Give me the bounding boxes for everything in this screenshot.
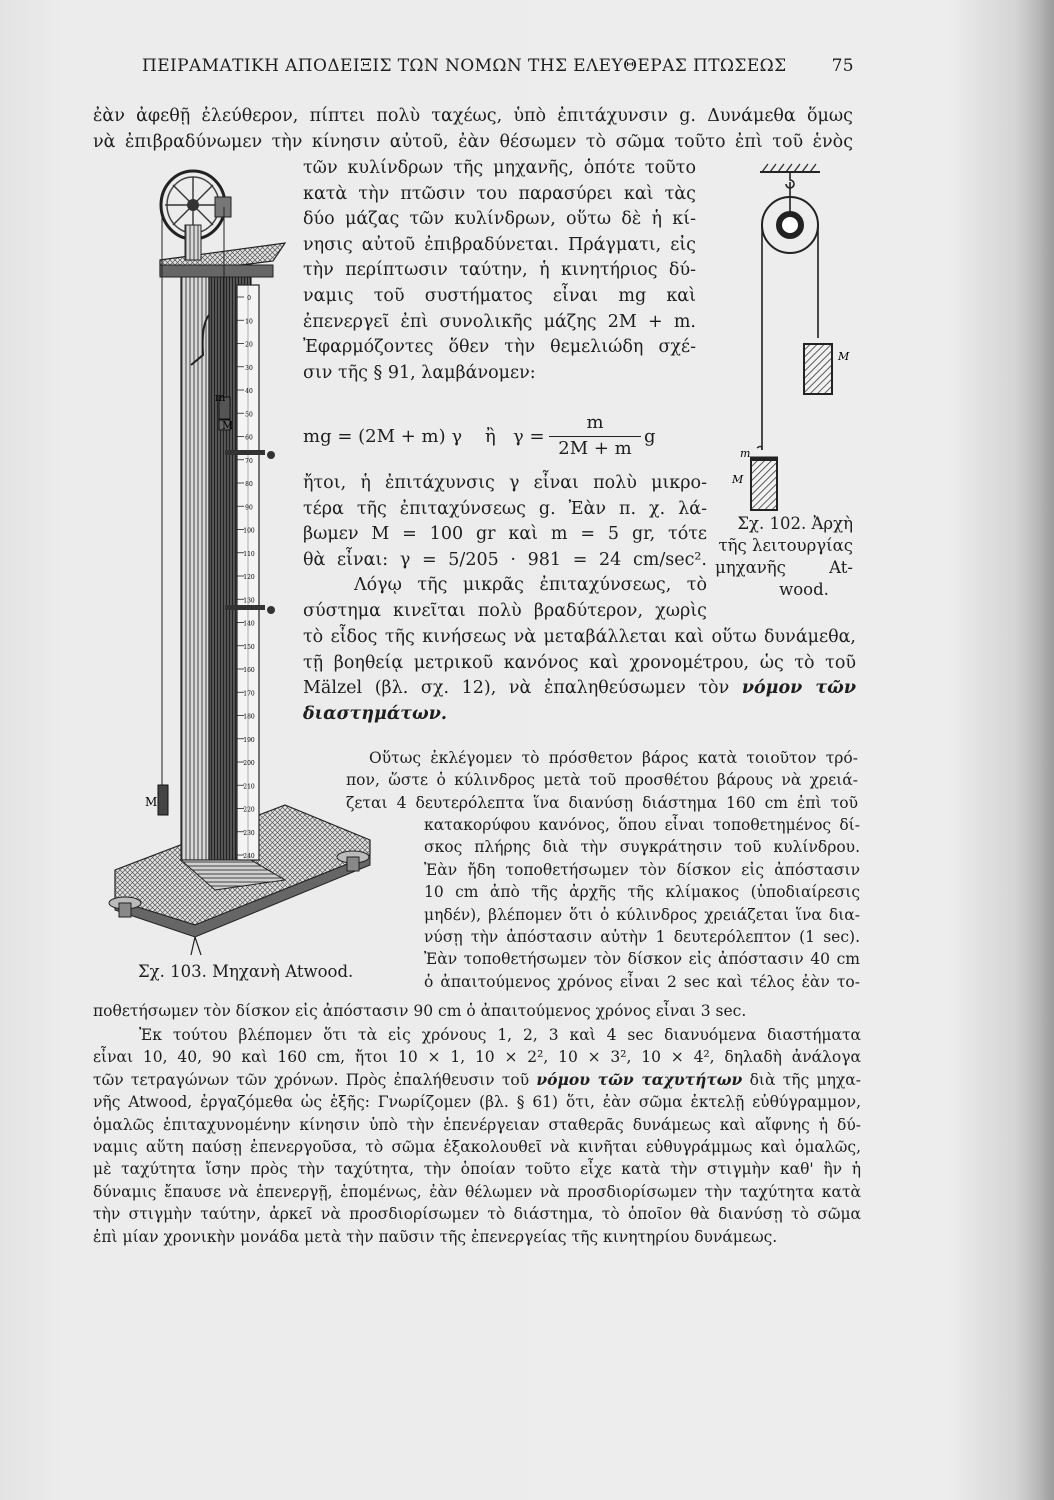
text-line: ποθετήσωμεν τὸν δίσκον εἰς ἀπόστασιν 90 cm ὁ ἀπαιτούμενος χρόνος εἶναι 3 sec. xyxy=(93,1002,747,1020)
text-line: πον, ὥστε ὁ κύλινδρος μετὰ τοῦ προσθέτου βάρους νὰ χρειά- xyxy=(346,771,858,790)
label-M-right: M xyxy=(222,419,234,432)
text-line: σιν τῆς § 91, λαμβάνομεν: xyxy=(303,362,536,383)
scale-number: 20 xyxy=(245,341,253,349)
text-line: κατακορύφου κανόνος, ὅπου εἶναι τοποθετημένος δί- xyxy=(424,816,860,834)
clamp-screw xyxy=(267,606,275,614)
equation-lhs: mg = (2M + m) γ xyxy=(303,426,463,447)
label-m-small: m xyxy=(740,447,751,460)
text-line: νὰ ἐπιβραδύνωμεν τὴν κίνησιν αὐτοῦ, ἐὰν θέσωμεν τὸ σῶμα τοῦτο ἐπὶ τοῦ ἑνὸς xyxy=(93,131,853,152)
text-line: ἤτοι, ἡ ἐπιτάχυνσις γ εἶναι πολὺ μικρο- xyxy=(303,473,707,493)
text-line: δύναμις ἔπαυσε νὰ ἐπενεργῇ, ἑπομένως, ἐὰν θέλωμεν νὰ προσδιορίσωμεν τὴν ταχύτητα κατὰ xyxy=(93,1182,861,1201)
text-run: τῶν τετραγώνων τῶν χρόνων. Πρὸς ἐπαλήθευσιν τοῦ xyxy=(93,1070,530,1089)
mass-M-left xyxy=(751,460,777,510)
text-line: ἐπὶ μίαν χρονικὴν μονάδα μετὰ τὴν παῦσιν τῆς ἐπενεργείας τῆς κινητηρίου δυνάμεως. xyxy=(93,1227,778,1246)
text-line: Οὕτως ἐκλέγομεν τὸ πρόσθετον βάρος κατὰ τοιοῦτον τρό- xyxy=(369,749,858,767)
equation-denominator: 2M + m xyxy=(558,438,632,459)
text-line: ναμις τοῦ συστήματος εἶναι mg καὶ xyxy=(303,285,696,306)
scale-number: 110 xyxy=(243,550,255,558)
equation-or: ἢ xyxy=(485,426,496,447)
text-line: τέρα τῆς ἐπιταχύνσεως g. Ἐὰν π. χ. λά- xyxy=(303,498,707,519)
law-of-distances-term: νόμον τῶν xyxy=(741,678,856,699)
text-line: εἶναι 10, 40, 90 καὶ 160 cm, ἤτοι 10 × 1, 10 × 2², 10 × 3², 10 × 4², δηλαδὴ ἀνάλογα xyxy=(93,1048,861,1067)
scale-number: 40 xyxy=(245,388,253,395)
caption-line: wood. xyxy=(779,580,829,599)
pulley-wheel-large xyxy=(161,171,231,260)
figure-102-caption xyxy=(715,513,853,601)
weight-M-left xyxy=(158,785,168,815)
scale-number: 70 xyxy=(245,457,253,465)
caption-line: μηχανῆς At- xyxy=(715,558,853,577)
scale-number: 30 xyxy=(245,364,253,372)
scale-number: 0 xyxy=(247,295,251,302)
text-run: διὰ τῆς μηχα- xyxy=(749,1070,861,1089)
small-paragraph-upper xyxy=(346,747,858,814)
running-title: ΠΕΙΡΑΜΑΤΙΚΗ ΑΠΟΔΕΙΞΙΣ ΤΩΝ ΝΟΜΩΝ ΤΗΣ ΕΛΕΥΘΕΡΑΣ ΠΤΩΣΕΩΣ xyxy=(142,56,787,76)
equation-g: g xyxy=(644,426,656,447)
text-line: ναμις αὕτη παύσῃ ἐπενεργοῦσα, τὸ σῶμα ἐξακολουθεῖ νὰ κινῆται εὐθυγράμμως καὶ ὁμαλῶς, xyxy=(93,1138,861,1157)
text-line: Λόγῳ τῆς μικρᾶς ἐπιταχύνσεως, τὸ xyxy=(354,575,707,596)
scale-number: 150 xyxy=(243,643,255,651)
text-line: νῆς Atwood, ἐργαζόμεθα ὡς ἑξῆς: Γνωρίζομεν (βλ. § 61) ὅτι, ἐὰν σῶμα ἐκτελῇ εὐθύγραμμον, xyxy=(93,1093,861,1112)
ceiling-support xyxy=(760,164,820,172)
law-of-velocities-term: νόμου τῶν ταχυτήτων xyxy=(536,1069,743,1089)
last-paragraph xyxy=(93,1024,861,1248)
text-line: τῇ βοηθείᾳ μετρικοῦ κανόνος καὶ χρονομέτρου, ὡς τὸ τοῦ xyxy=(303,652,856,673)
scale-number: 220 xyxy=(243,806,255,814)
text-line: 10 cm ἀπὸ τῆς ἀρχῆς τῆς κλίμακος (ὑποδιαίρεσις xyxy=(424,883,860,902)
text-line: Ἐφαρμόζοντες ὅθεν τὴν θεμελιώδη σχέ- xyxy=(303,337,696,358)
scale-number: 120 xyxy=(243,574,255,581)
scale-number: 140 xyxy=(243,620,255,628)
wide-text xyxy=(303,625,856,727)
scale-number: 200 xyxy=(243,760,255,767)
figure-103-caption: Σχ. 103. Μηχανὴ Atwood. xyxy=(138,962,354,981)
scale-number: 80 xyxy=(245,481,253,488)
text-line xyxy=(93,1069,861,1091)
small-paragraph-full xyxy=(93,1000,805,1022)
scale-number: 180 xyxy=(243,713,255,721)
machine-pillar xyxy=(181,260,285,890)
text-line: μὲ ταχύτητα ἴσην πρὸς τὴν ταχύτητα, τὴν ὁποίαν τοῦτο εἶχε κατὰ τὴν στιγμὴν καθ' ἣν ἡ xyxy=(93,1160,861,1179)
caption-line: Σχ. 102. Ἀρχὴ xyxy=(737,514,853,533)
text-line xyxy=(303,676,856,702)
scale-number: 210 xyxy=(243,783,255,791)
text-line: ζεται 4 δευτερόλεπτα ἵνα διανύσῃ διάστημα 160 cm ἐπὶ τοῦ xyxy=(346,793,858,812)
label-m: m xyxy=(215,391,226,404)
scale-number: 10 xyxy=(245,318,253,326)
ring-platform xyxy=(225,450,265,455)
top-paragraph xyxy=(93,104,853,155)
text-line: σκος πλήρης διὰ τὴν συγκράτησιν τοῦ κυλίνδρου. xyxy=(424,838,860,857)
caption-line: τῆς λειτουργίας xyxy=(718,536,853,555)
text-line: τὸ εἶδος τῆς κινήσεως νὰ μεταβάλλεται καὶ οὕτω δυνάμεθα, xyxy=(303,627,856,647)
page-edge-shadow xyxy=(1014,0,1054,1500)
machine-top-platform xyxy=(160,243,285,277)
text-line: δύο μάζας τῶν κυλίνδρων, οὕτω δὲ ἡ κί- xyxy=(303,209,696,230)
text-line: ὁμαλῶς ἐπιταχυνομένην κίνησιν ὑπὸ τὴν ἐπενέργειαν σταθερᾶς δυνάμεως καὶ αἴφνης ἡ δύ- xyxy=(93,1115,861,1134)
scale-number: 100 xyxy=(243,527,255,535)
equation-gamma: γ = xyxy=(513,426,545,447)
label-M-left: M xyxy=(145,795,158,809)
disk-platform xyxy=(225,605,265,610)
text-line: νησις αὐτοῦ ἐπιβραδύνεται. Πράγματι, εἰς xyxy=(303,234,696,255)
text-line: βωμεν M = 100 gr καὶ m = 5 gr, τότε xyxy=(303,524,707,545)
law-of-distances-term-end: διαστημάτων. xyxy=(303,703,447,724)
scale-number: 130 xyxy=(243,597,255,605)
mass-M-right xyxy=(804,344,832,394)
scale-number: 60 xyxy=(245,434,253,442)
text-line: ἐὰν ἀφεθῇ ἐλεύθερον, πίπτει πολὺ ταχέως, ὑπὸ ἐπιτάχυνσιν g. Δυνάμεθα ὅμως xyxy=(93,106,853,126)
scale-number: 160 xyxy=(243,667,255,674)
text-run: Mälzel (βλ. σχ. 12), νὰ ἐπαληθεύσωμεν τὸν xyxy=(303,678,730,699)
text-line: ἐπενεργεῖ ἐπὶ συνολικῆς μάζης 2M + m. xyxy=(303,311,696,332)
page-number: 75 xyxy=(831,56,854,76)
scale-number: 170 xyxy=(243,690,255,698)
text-line: τὴν περίπτωσιν ταύτην, ἡ κινητήριος δύ- xyxy=(303,260,696,281)
label-M-right: M xyxy=(838,350,850,363)
scale-number: 240 xyxy=(243,853,255,860)
scale-number: 90 xyxy=(245,504,253,512)
text-line: ὁ ἀπαιτούμενος χρόνος εἶναι 2 sec καὶ τέλος ἐὰν το- xyxy=(424,972,860,991)
text-line: τὴν στιγμὴν ταύτην, ἀρκεῖ νὰ προσδιορίσωμεν τὸ διάστημα, τὸ ὁποῖον θὰ διανύσῃ τὸ σῶμα xyxy=(93,1205,861,1224)
text-line: θὰ εἶναι: γ = 5/205 · 981 = 24 cm/sec². xyxy=(303,549,707,570)
text-line: νύσῃ τὴν ἀπόστασιν αὐτὴν 1 δευτερόλεπτον (1 sec). xyxy=(424,928,860,947)
small-paragraph-narrow xyxy=(424,814,860,993)
figure-102-pulley-diagram xyxy=(718,160,858,520)
clamp-screw xyxy=(267,451,275,459)
equation-numerator: m xyxy=(586,412,604,433)
text-line: μηδέν), βλέπομεν ὅτι ὁ κύλινδρος χρειάζεται ἵνα δια- xyxy=(424,905,860,924)
pulley-hub xyxy=(779,214,801,236)
text-line: τῶν κυλίνδρων τῆς μηχανῆς, ὁπότε τοῦτο xyxy=(303,158,696,178)
fraction-bar xyxy=(549,436,641,437)
running-header xyxy=(142,56,854,76)
text-line: Ἐὰν τοποθετήσωμεν τὸν δίσκον εἰς ἀπόστασιν 40 cm xyxy=(424,950,860,969)
scale-number: 50 xyxy=(245,411,253,419)
figure-103-atwood-machine xyxy=(85,165,385,960)
label-M-left: M xyxy=(732,473,744,486)
text-line: κατὰ τὴν πτῶσιν του παρασύρει καὶ τὰς xyxy=(303,183,696,204)
scale-number: 230 xyxy=(243,829,255,837)
text-line: Ἐκ τούτου βλέπομεν ὅτι τὰ εἰς χρόνους 1, 2, 3 καὶ 4 sec διανυόμενα διαστήματα xyxy=(139,1026,861,1044)
scale-number: 190 xyxy=(243,736,255,744)
text-line: Ἐὰν ἤδη τοποθετήσωμεν τὸν δίσκον εἰς ἀπόστασιν xyxy=(424,860,860,879)
text-line: σύστημα κινεῖται πολὺ βραδύτερον, χωρὶς xyxy=(303,600,707,621)
